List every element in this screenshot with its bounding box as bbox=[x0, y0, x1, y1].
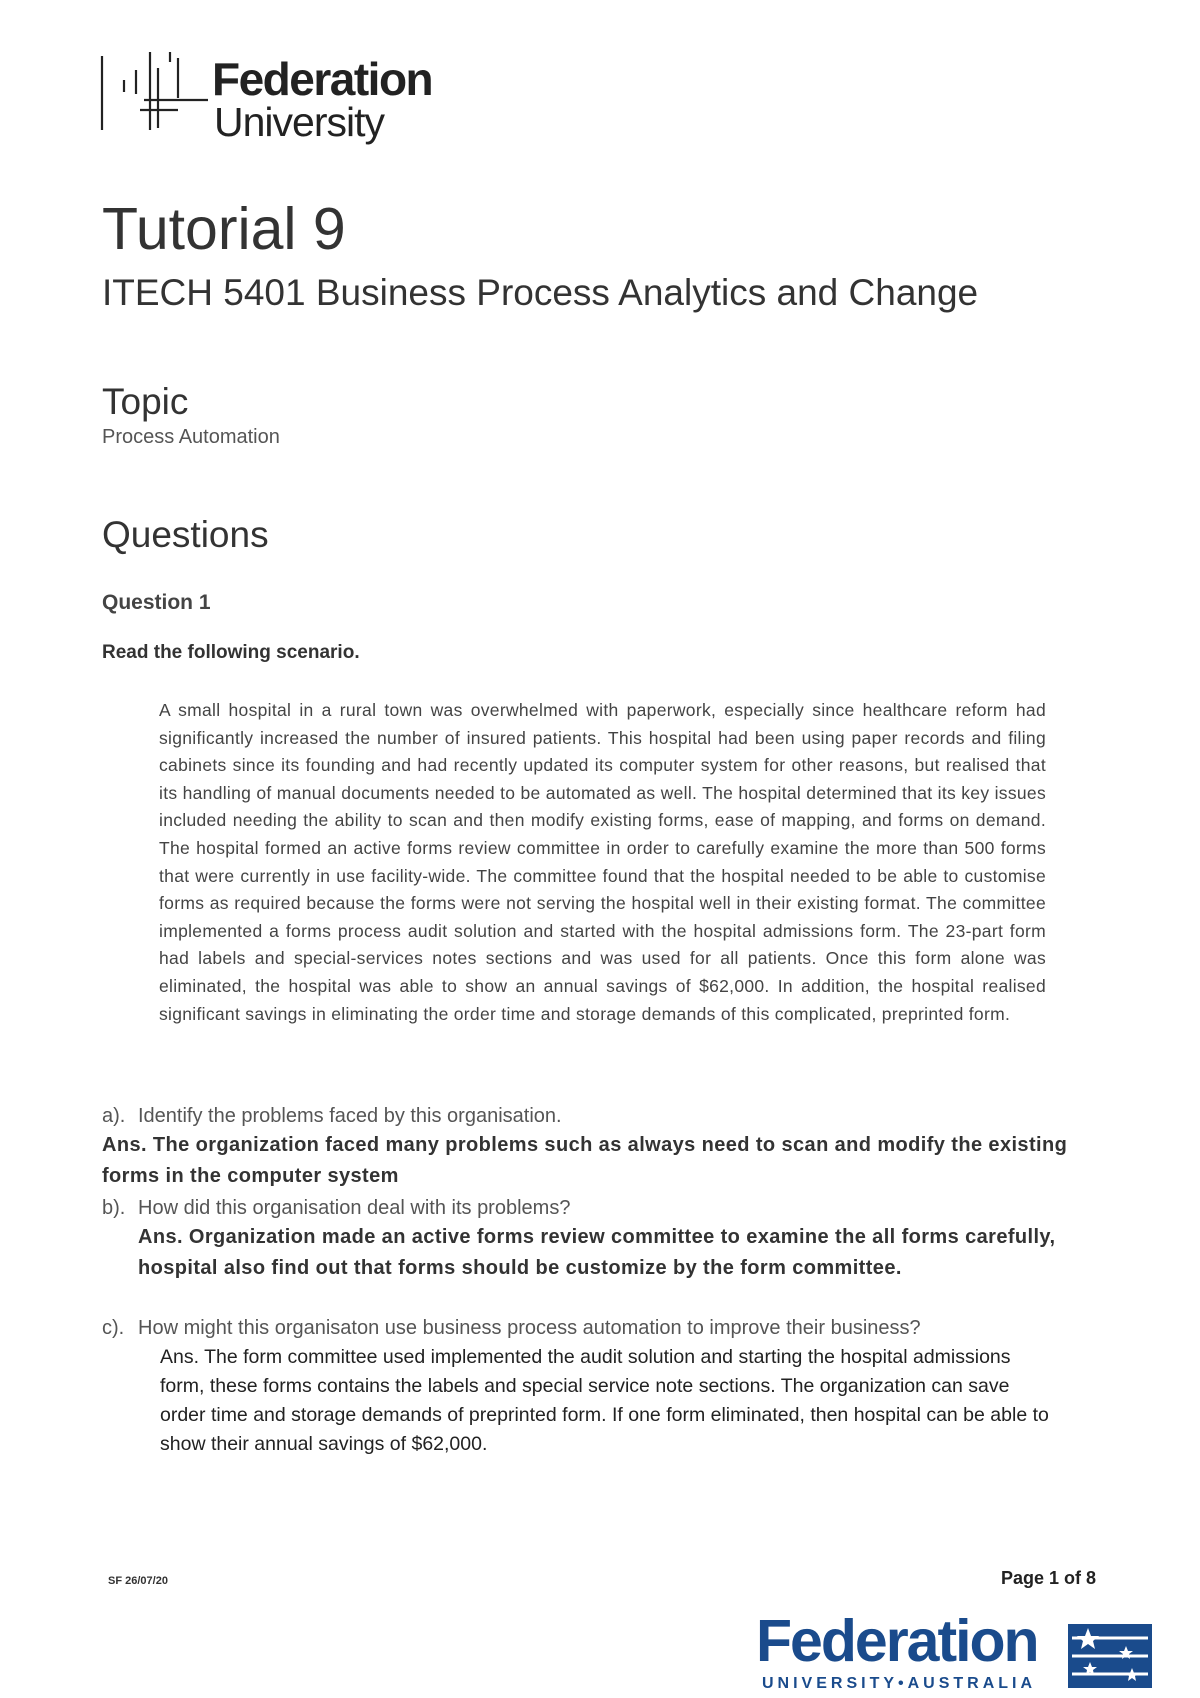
questions-heading: Questions bbox=[102, 514, 269, 555]
scenario-instruction: Read the following scenario. bbox=[102, 642, 360, 663]
question-c-label: c). bbox=[102, 1317, 125, 1339]
question-a-text: Identify the problems faced by this organisation. bbox=[138, 1105, 562, 1127]
course-subtitle: ITECH 5401 Business Process Analytics and Change bbox=[102, 272, 979, 313]
topic-value: Process Automation bbox=[102, 426, 280, 448]
version-stamp: SF 26/07/20 bbox=[108, 1575, 168, 1587]
page-number: Page 1 of 8 bbox=[1001, 1568, 1097, 1588]
logo-wordmark-university: University bbox=[214, 99, 384, 145]
federation-university-logo bbox=[100, 50, 460, 150]
question-b-label: b). bbox=[102, 1197, 126, 1219]
answer-c: Ans. The form committee used implemented the audit solution and starting the hospital admissions form, these forms contains the labels and special service note sections. The organization can save order time and storage demands of preprinted form. If one form eliminated, then hospital can be able to show their annual savings of $62,000. bbox=[160, 1346, 1049, 1455]
question-c-text: How might this organisaton use business process automation to improve their business? bbox=[138, 1317, 921, 1339]
logo-mark-icon bbox=[100, 50, 210, 150]
question-a bbox=[102, 1106, 562, 1126]
topic-heading: Topic bbox=[102, 381, 189, 422]
document-title: Tutorial 9 bbox=[102, 196, 346, 262]
question-1-heading: Question 1 bbox=[102, 591, 211, 614]
question-b-text: How did this organisation deal with its problems? bbox=[138, 1197, 571, 1219]
southern-cross-flag-icon bbox=[1068, 1624, 1152, 1688]
question-b bbox=[102, 1198, 570, 1218]
federation-university-australia-logo bbox=[756, 1608, 1156, 1698]
question-a-label: a). bbox=[102, 1105, 126, 1127]
answer-a: Ans. The organization faced many problems such as always need to scan and modify the existing forms in the computer system bbox=[102, 1134, 1068, 1187]
footer-logo-tagline: UNIVERSITY•AUSTRALIA bbox=[762, 1675, 1037, 1692]
scenario-paragraph: A small hospital in a rural town was overwhelmed with paperwork, especially since healthcare reform had significantly increased the number of insured patients. This hospital had been using paper records and filing cabinets since its founding and had recently updated its computer system for other reasons, but realised that its handling of manual documents needed to be automated as well. The hospital determined that its key issues included needing the ability to scan and then modify existing forms, ease of mapping, and forms on demand. The hospital formed an active forms review committee in order to carefully examine the more than 500 forms that were currently in use facility-wide. The committee found that the hospital needed to be able to customise forms as required because the forms were not serving the hospital well in their existing format. The committee implemented a forms process audit solution and started with the hospital admissions form. The 23-part form had labels and special-services notes sections and was used for all patients. Once this form alone was eliminated, the hospital was able to show an annual savings of $62,000. In addition, the hospital realised significant savings in eliminating the order time and storage demands of this complicated, preprinted form. bbox=[159, 700, 1046, 1024]
answer-b: Ans. Organization made an active forms review committee to examine the all forms carefully, hospital also find out that forms should be customize by the form committee. bbox=[138, 1226, 1056, 1279]
logo-wordmark-federation: Federation bbox=[212, 53, 433, 105]
footer-logo-wordmark: Federation bbox=[756, 1608, 1038, 1674]
question-c bbox=[102, 1318, 921, 1338]
